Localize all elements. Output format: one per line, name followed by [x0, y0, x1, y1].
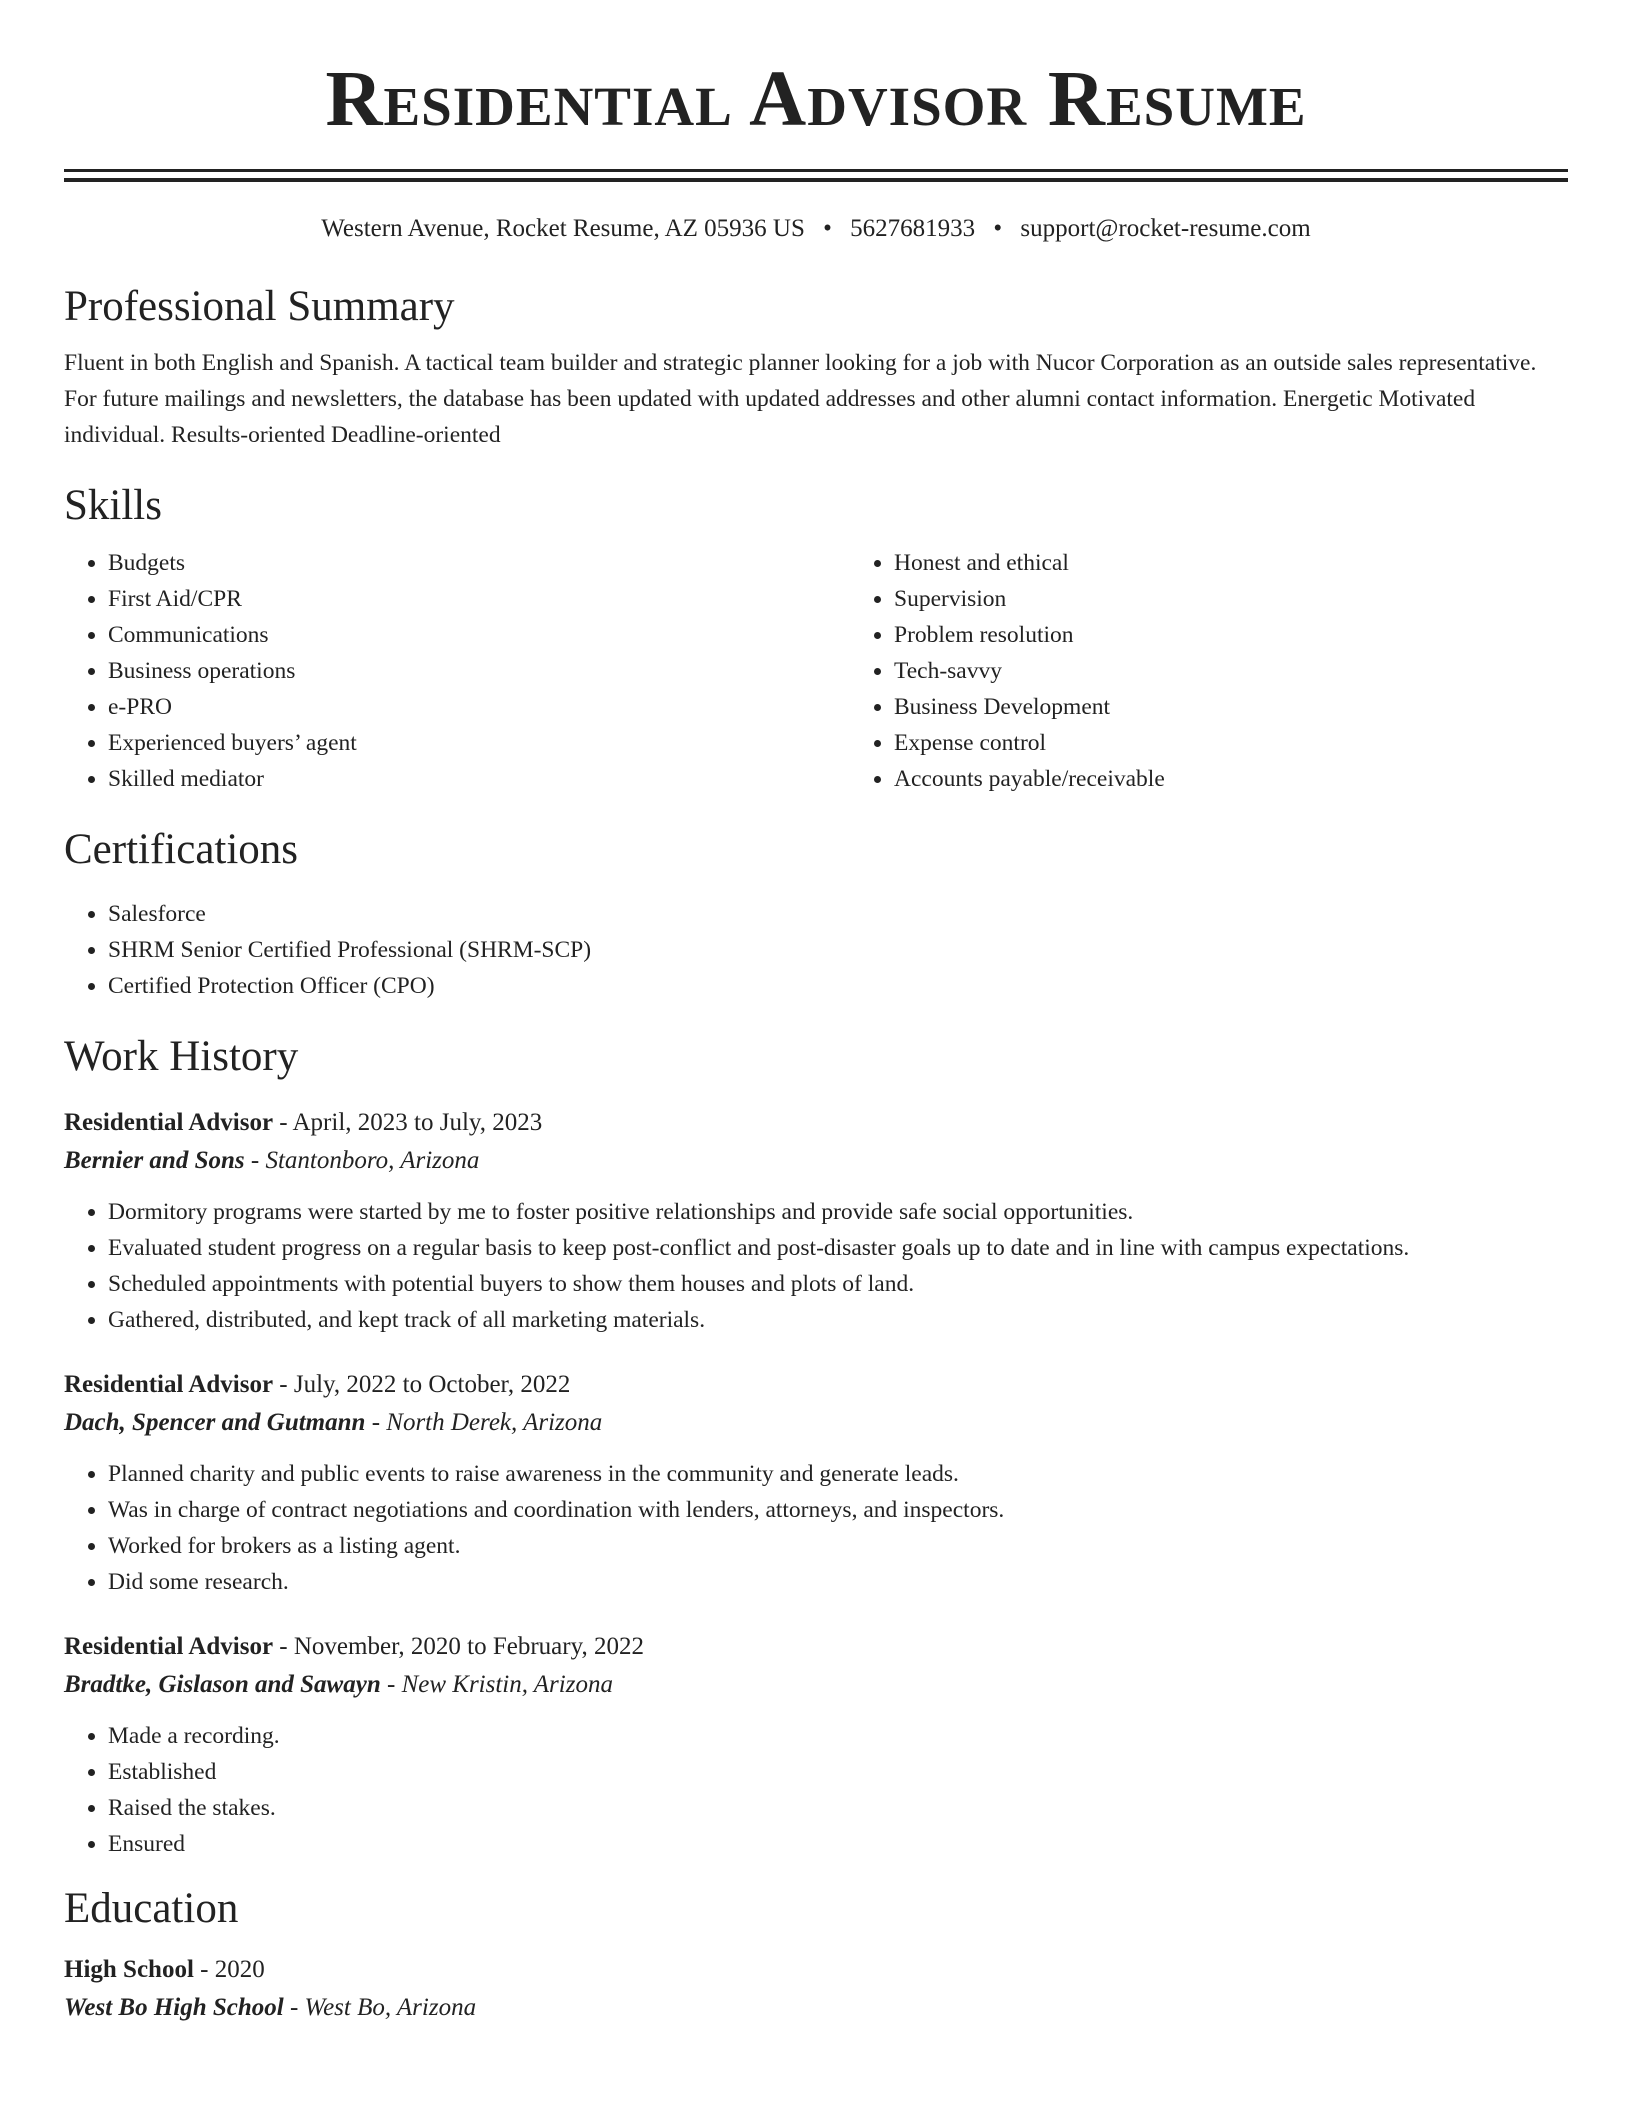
job-bullets [64, 1718, 1568, 1862]
contact-separator: • [823, 215, 832, 242]
skill-item: • Supervision [894, 581, 1165, 617]
job-location: - New Kristin, Arizona [380, 1670, 613, 1698]
job-bullet: • Ensured [108, 1826, 1568, 1862]
skill-item: • First Aid/CPR [108, 581, 850, 617]
job-bullet: • Scheduled appointments with potential buyers to show them houses and plots of land. [108, 1266, 1568, 1302]
job-entry [64, 1628, 1568, 1862]
job-bullet: • Worked for brokers as a listing agent. [108, 1528, 1568, 1564]
job-company: Bradtke, Gislason and Sawayn [64, 1670, 381, 1698]
resume-title: Residential Advisor Resume [325, 56, 1307, 143]
education-school-line [64, 1989, 1568, 2027]
job-title: Residential Advisor [64, 1108, 274, 1136]
skill-item: • Communications [108, 617, 850, 653]
education-header [64, 1951, 1568, 1989]
skill-item: • e-PRO [108, 689, 850, 725]
skill-item: • Business Development [894, 689, 1165, 725]
job-bullets [64, 1194, 1568, 1338]
job-employer [64, 1142, 1568, 1180]
certifications-heading: Certifications [64, 825, 299, 873]
work-history-heading: Work History [64, 1033, 299, 1081]
education-entry [64, 1951, 1568, 2027]
certifications-list [64, 896, 1568, 1004]
skill-item: • Problem resolution [894, 617, 1165, 653]
summary-heading: Professional Summary [64, 283, 455, 330]
education-year: - 2020 [193, 1956, 265, 1984]
contact-line [64, 214, 1568, 244]
skill-item: • Tech-savvy [894, 653, 1165, 689]
education-location: - West Bo, Arizona [283, 1994, 477, 2022]
skill-item: • Experienced buyers’ agent [108, 725, 850, 761]
contact-separator: • [993, 215, 1003, 242]
skill-item: • Accounts payable/receivable [894, 761, 1165, 797]
certification-item: • Salesforce [108, 896, 1568, 932]
certification-item: • Certified Protection Officer (CPO) [108, 968, 1568, 1004]
certification-item: • SHRM Senior Certified Professional (SHRM-SCP) [108, 932, 1568, 968]
job-dates: - July, 2022 to October, 2022 [273, 1370, 571, 1398]
job-bullet: • Dormitory programs were started by me to foster positive relationships and provide safe social opportunities. [108, 1194, 1568, 1230]
title-divider-top [64, 169, 1568, 172]
job-employer [64, 1666, 1568, 1704]
job-entry [64, 1366, 1568, 1600]
job-entry [64, 1104, 1568, 1338]
job-bullet: • Evaluated student progress on a regular basis to keep post-conflict and post-disaster goals up to date and in line with campus expectations. [108, 1230, 1568, 1266]
job-location: - Stantonboro, Arizona [244, 1146, 480, 1174]
summary-text: Fluent in both English and Spanish. A tactical team builder and strategic planner looking for a job with Nucor Corporation as an outside sales representative. For future mailings and newsletters, the database has been updated with updated addresses and other alumni contact information. Energetic Motivated individual. Results-oriented Deadline-oriented [64, 350, 1537, 449]
job-bullet: • Planned charity and public events to raise awareness in the community and generate leads. [108, 1456, 1568, 1492]
skills-left-column [64, 545, 850, 797]
contact-phone: 5627681933 [850, 215, 976, 242]
job-company: Bernier and Sons [64, 1146, 245, 1174]
job-bullet: • Established [108, 1754, 1568, 1790]
job-bullet: • Made a recording. [108, 1718, 1568, 1754]
job-dates: - November, 2020 to February, 2022 [273, 1632, 644, 1660]
job-bullet: • Did some research. [108, 1564, 1568, 1600]
contact-address: Western Avenue, Rocket Resume, AZ 05936 US [321, 215, 805, 242]
skill-item: • Honest and ethical [894, 545, 1165, 581]
job-bullet: • Was in charge of contract negotiations and coordination with lenders, attorneys, and inspectors. [108, 1492, 1568, 1528]
job-header [64, 1104, 1568, 1142]
skills-list [64, 545, 1568, 797]
education-heading: Education [64, 1884, 239, 1932]
education-school: West Bo High School [64, 1994, 284, 2022]
skill-item: • Business operations [108, 653, 850, 689]
job-header [64, 1366, 1568, 1404]
job-bullet: • Gathered, distributed, and kept track of all marketing materials. [108, 1302, 1568, 1338]
skill-item: • Budgets [108, 545, 850, 581]
contact-email: support@rocket-resume.com [1020, 215, 1311, 242]
skill-item: • Skilled mediator [108, 761, 850, 797]
title-divider-bottom [64, 178, 1568, 182]
education-degree: High School [64, 1956, 194, 1984]
job-bullets [64, 1456, 1568, 1600]
job-header [64, 1628, 1568, 1666]
job-location: - North Derek, Arizona [365, 1408, 603, 1436]
job-dates: - April, 2023 to July, 2023 [273, 1108, 543, 1136]
job-bullet: • Raised the stakes. [108, 1790, 1568, 1826]
job-company: Dach, Spencer and Gutmann [64, 1408, 366, 1436]
job-employer [64, 1404, 1568, 1442]
skills-right-column [850, 545, 1165, 797]
skill-item: • Expense control [894, 725, 1165, 761]
job-title: Residential Advisor [64, 1370, 274, 1398]
job-title: Residential Advisor [64, 1632, 274, 1660]
skills-heading: Skills [64, 482, 162, 530]
